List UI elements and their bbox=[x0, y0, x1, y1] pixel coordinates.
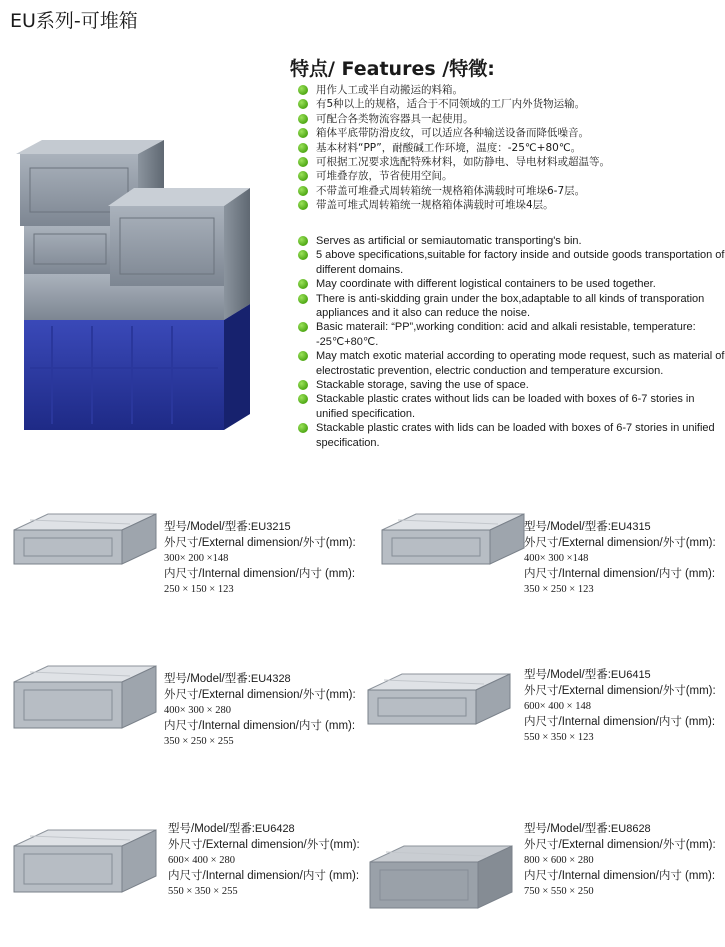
external-value: 600× 400 × 148 bbox=[524, 701, 591, 712]
feature-cn-item bbox=[298, 141, 610, 155]
model-line bbox=[168, 822, 360, 838]
feature-cn-text: 可根据工况要求选配特殊材料，如防静电、导电材料或超温等。 bbox=[316, 156, 610, 169]
green-bullet-icon bbox=[298, 200, 308, 210]
external-label: 外尺寸/External dimension/外寸(mm): bbox=[164, 688, 356, 701]
feature-en-text: 5 above specifications,suitable for factory inside and outside goods transportation of different domains. bbox=[316, 249, 725, 276]
feature-cn-text: 不带盖可堆叠式周转箱统一规格箱体满载时可堆垛6-7层。 bbox=[316, 184, 586, 197]
internal-value: 250 × 150 × 123 bbox=[164, 584, 234, 595]
model-line bbox=[164, 520, 356, 536]
feature-cn-item bbox=[298, 97, 610, 111]
features-list-english bbox=[298, 234, 725, 450]
feature-en-text: May coordinate with different logistical containers to be used together. bbox=[316, 278, 656, 291]
model-value: EU4328 bbox=[250, 673, 291, 685]
green-bullet-icon bbox=[298, 157, 308, 167]
crate-image bbox=[366, 840, 516, 940]
product-spec bbox=[164, 672, 356, 750]
green-bullet-icon bbox=[298, 250, 308, 260]
green-bullet-icon bbox=[298, 380, 308, 390]
feature-cn-text: 用作人工或半自动搬运的料箱。 bbox=[316, 84, 463, 96]
feature-cn-text: 基本材料“PP”，耐酸碱工作环境，温度：-25℃+80℃。 bbox=[316, 141, 582, 154]
feature-en-text: Basic materail: “PP”,working condition: acid and alkali resistable, temperature: -25℃+80℃. bbox=[316, 321, 696, 348]
feature-cn-text: 带盖可堆式周转箱统一规格箱体满载时可堆垛4层。 bbox=[316, 199, 554, 212]
page-title: EU系列-可堆箱 bbox=[10, 10, 138, 32]
model-value: EU8628 bbox=[610, 823, 651, 835]
green-bullet-icon bbox=[298, 423, 308, 433]
feature-en-item bbox=[298, 320, 725, 349]
crate-image bbox=[378, 508, 528, 608]
internal-label: 内尺寸/Internal dimension/内寸 (mm): bbox=[164, 719, 356, 732]
feature-en-item bbox=[298, 349, 725, 378]
internal-value: 550 × 350 × 123 bbox=[524, 732, 594, 743]
green-bullet-icon bbox=[298, 99, 308, 109]
feature-en-text: Serves as artificial or semiautomatic transporting's bin. bbox=[316, 235, 582, 247]
feature-cn-item bbox=[298, 184, 610, 198]
feature-cn-text: 箱体平底带防滑皮纹，可以适应各种输送设备而降低噪音。 bbox=[316, 127, 589, 140]
feature-cn-text: 可堆叠存放，节省使用空间。 bbox=[316, 170, 453, 183]
feature-cn-item bbox=[298, 198, 610, 212]
product-spec bbox=[524, 668, 716, 746]
model-label: 型号/Model/型番: bbox=[524, 521, 611, 533]
feature-en-text: There is anti-skidding grain under the box,adaptable to all kinds of transporation appliances and it also can reduce the noise. bbox=[316, 292, 705, 320]
external-value: 300× 200 ×148 bbox=[164, 553, 229, 564]
external-label: 外尺寸/External dimension/外寸(mm): bbox=[168, 838, 360, 851]
crate-image bbox=[364, 668, 514, 768]
green-bullet-icon bbox=[298, 186, 308, 196]
model-value: EU6428 bbox=[254, 823, 295, 835]
green-bullet-icon bbox=[298, 143, 308, 153]
feature-en-text: Stackable plastic crates without lids can be loaded with boxes of 6-7 stories in unified specification. bbox=[316, 393, 695, 420]
feature-en-item bbox=[298, 277, 725, 291]
model-line bbox=[164, 672, 356, 688]
features-list-chinese bbox=[298, 83, 610, 213]
external-value: 800 × 600 × 280 bbox=[524, 855, 594, 866]
feature-cn-text: 有5种以上的规格，适合于不同领域的工厂内外货物运输。 bbox=[316, 98, 586, 111]
green-bullet-icon bbox=[298, 351, 308, 361]
external-label: 外尺寸/External dimension/外寸(mm): bbox=[164, 536, 356, 549]
internal-value: 350 × 250 × 123 bbox=[524, 584, 594, 595]
feature-en-text: Stackable plastic crates with lids can be loaded with boxes of 6-7 stories in unified specification. bbox=[316, 422, 715, 449]
feature-en-item bbox=[298, 392, 725, 421]
model-label: 型号/Model/型番: bbox=[168, 823, 255, 835]
feature-cn-item bbox=[298, 83, 610, 97]
model-line bbox=[524, 668, 716, 684]
model-label: 型号/Model/型番: bbox=[164, 673, 251, 685]
external-value: 600× 400 × 280 bbox=[168, 855, 235, 866]
feature-en-text: Stackable storage, saving the use of space. bbox=[316, 379, 529, 392]
green-bullet-icon bbox=[298, 294, 308, 304]
green-bullet-icon bbox=[298, 394, 308, 404]
external-label: 外尺寸/External dimension/外寸(mm): bbox=[524, 684, 716, 697]
feature-cn-item bbox=[298, 112, 610, 126]
internal-value: 550 × 350 × 255 bbox=[168, 886, 238, 897]
external-label: 外尺寸/External dimension/外寸(mm): bbox=[524, 536, 716, 549]
product-spec bbox=[164, 520, 356, 598]
features-heading: 特点/ Features /特徵: bbox=[290, 58, 495, 80]
crate-image bbox=[10, 660, 160, 760]
green-bullet-icon bbox=[298, 114, 308, 124]
stacked-crates-image bbox=[12, 128, 280, 440]
crate-image bbox=[10, 508, 160, 608]
product-spec bbox=[524, 822, 716, 900]
internal-value: 750 × 550 × 250 bbox=[524, 886, 594, 897]
feature-en-item bbox=[298, 421, 725, 450]
model-value: EU4315 bbox=[610, 521, 651, 533]
model-label: 型号/Model/型番: bbox=[524, 823, 611, 835]
model-label: 型号/Model/型番: bbox=[524, 669, 611, 681]
feature-en-item bbox=[298, 292, 725, 321]
feature-cn-item bbox=[298, 126, 610, 140]
green-bullet-icon bbox=[298, 85, 308, 95]
internal-label: 内尺寸/Internal dimension/内寸 (mm): bbox=[164, 567, 356, 580]
feature-en-item bbox=[298, 248, 725, 277]
green-bullet-icon bbox=[298, 279, 308, 289]
model-line bbox=[524, 520, 716, 536]
external-value: 400× 300 ×148 bbox=[524, 553, 589, 564]
model-label: 型号/Model/型番: bbox=[164, 521, 251, 533]
feature-en-item bbox=[298, 234, 725, 248]
product-spec bbox=[524, 520, 716, 598]
feature-en-item bbox=[298, 378, 725, 392]
feature-en-text: May match exotic material according to operating mode request, such as material of electrostatic prevention, electric conduction and temperature excursion. bbox=[316, 350, 725, 377]
product-spec bbox=[168, 822, 360, 900]
external-label: 外尺寸/External dimension/外寸(mm): bbox=[524, 838, 716, 851]
feature-cn-text: 可配合各类物流容器具一起使用。 bbox=[316, 112, 474, 125]
model-line bbox=[524, 822, 716, 838]
internal-label: 内尺寸/Internal dimension/内寸 (mm): bbox=[524, 567, 716, 580]
internal-value: 350 × 250 × 255 bbox=[164, 736, 234, 747]
feature-cn-item bbox=[298, 155, 610, 169]
green-bullet-icon bbox=[298, 322, 308, 332]
green-bullet-icon bbox=[298, 236, 308, 246]
feature-cn-item bbox=[298, 169, 610, 183]
green-bullet-icon bbox=[298, 171, 308, 181]
crate-image bbox=[10, 824, 160, 924]
model-value: EU6415 bbox=[610, 669, 651, 681]
internal-label: 内尺寸/Internal dimension/内寸 (mm): bbox=[524, 869, 716, 882]
internal-label: 内尺寸/Internal dimension/内寸 (mm): bbox=[524, 715, 716, 728]
internal-label: 内尺寸/Internal dimension/内寸 (mm): bbox=[168, 869, 360, 882]
model-value: EU3215 bbox=[250, 521, 291, 533]
external-value: 400× 300 × 280 bbox=[164, 705, 231, 716]
green-bullet-icon bbox=[298, 128, 308, 138]
